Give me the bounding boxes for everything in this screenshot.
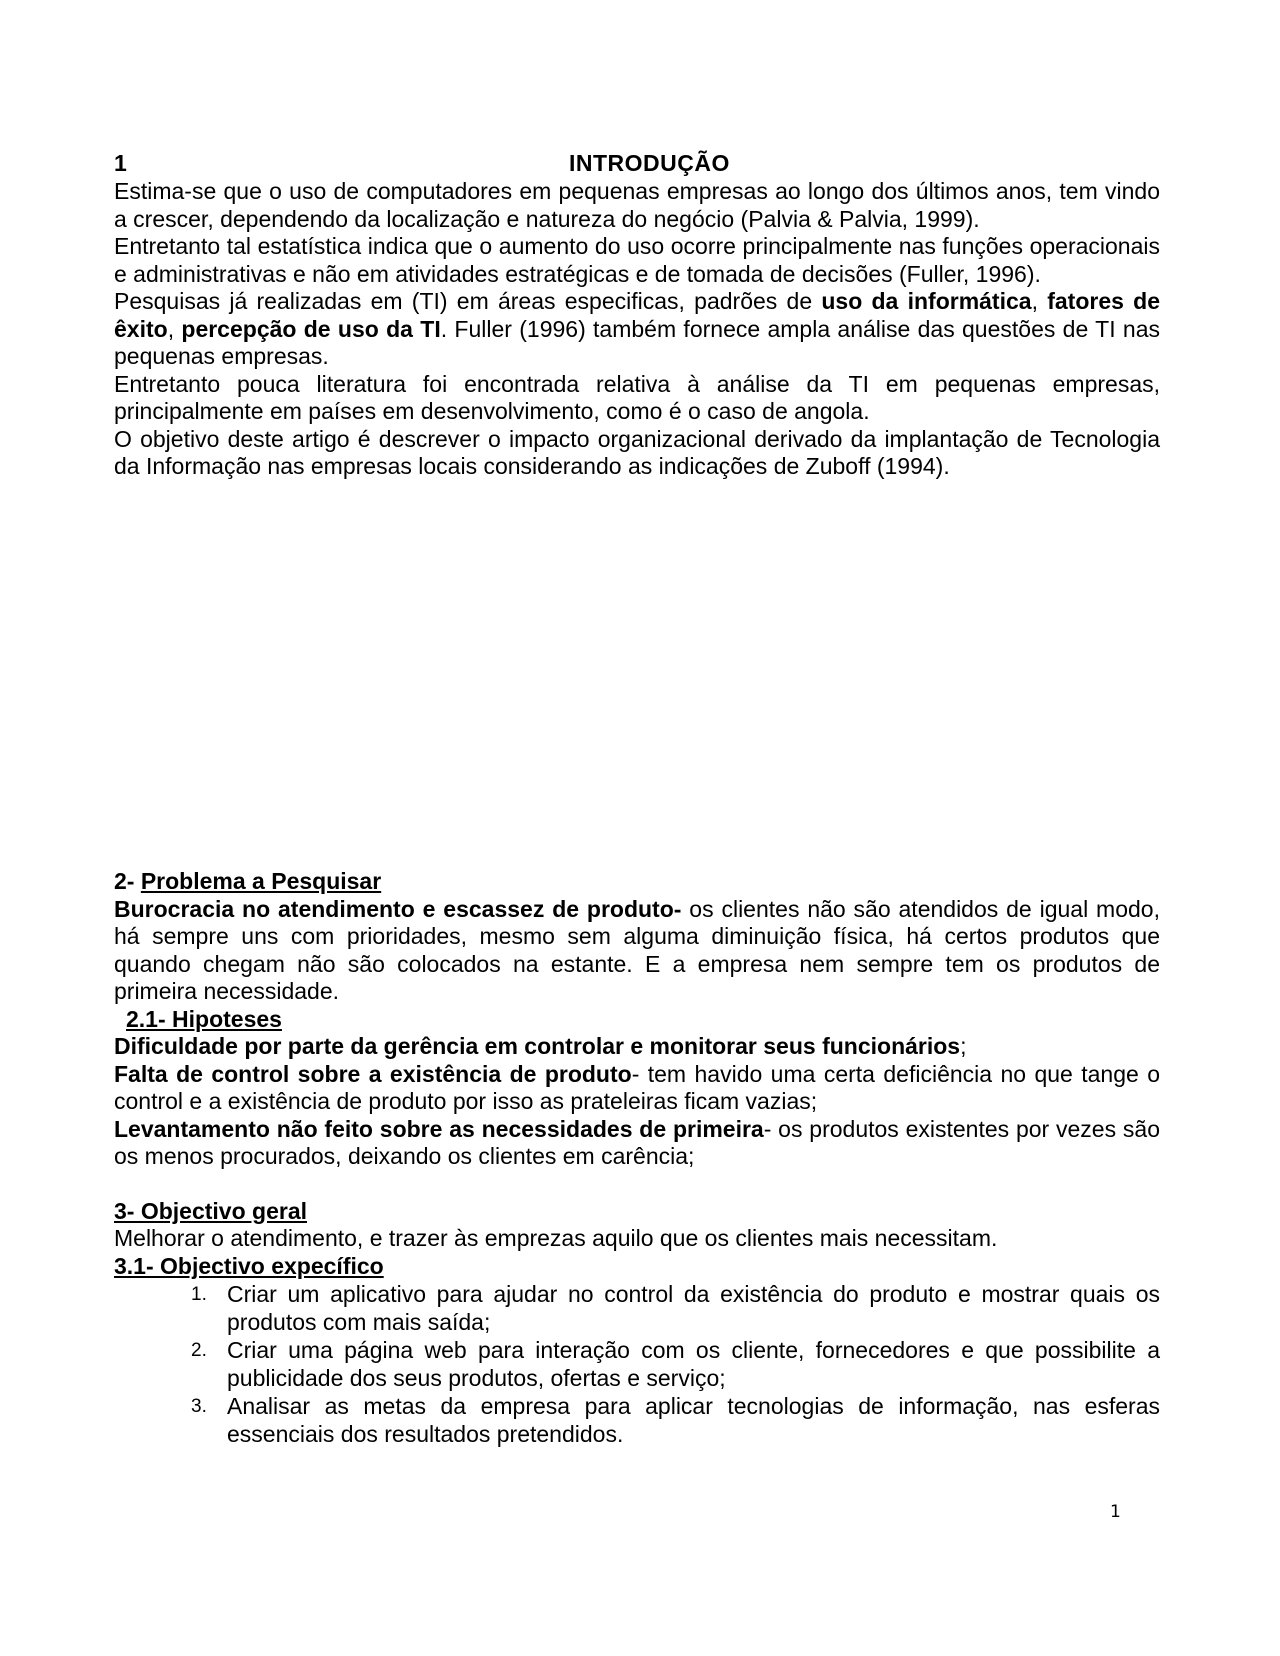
heading-title: Problema a Pesquisar [140, 868, 382, 894]
page-number: 1 [1110, 1502, 1121, 1522]
general-objective-heading [114, 1198, 1160, 1226]
hypothesis-item [114, 1033, 1160, 1061]
bold-lead: Falta de control sobre a existência de produto [114, 1060, 632, 1087]
paragraph: Entretanto tal estatística indica que o aumento do uso ocorre principalmente nas funções operacionais e administrativas e não em atividades estratégicas e de tomada de decisões (Fuller, 1996). [114, 233, 1160, 287]
introduction-heading [114, 150, 1160, 177]
paragraph-text: - tem havido uma certa deficiência no que tange o control e a existência de produto por isso as prateleiras ficam vazias; [114, 1060, 1160, 1114]
sections-body [114, 868, 1160, 1448]
bold-term: uso da informática [821, 288, 1032, 314]
section-number: 1 [114, 150, 127, 176]
list-item [114, 1337, 1160, 1392]
paragraph-text: - os produtos existentes por vezes são os menos procurados, deixando os clientes em carência; [114, 1115, 1160, 1169]
list-number: 3. [191, 1396, 207, 1417]
paragraph [114, 288, 1160, 371]
hypothesis-item [114, 1061, 1160, 1116]
paragraph-text: os clientes não são atendidos de igual modo, há sempre uns com prioridades, mesmo sem alguma diminuição física, há certos produtos que quando chegam não são colocados na estante. E a empresa nem sempre tem os produtos de primeira necessidade. [114, 895, 1160, 1004]
separator: , [1031, 288, 1048, 314]
bold-term: percepção de uso da TI [181, 315, 441, 342]
paragraph-text: Pesquisas já realizadas em (TI) em áreas especificas, padrões de [114, 288, 822, 314]
heading-title: 2.1- Hipoteses [126, 1005, 282, 1032]
list-item [114, 1281, 1160, 1336]
heading-title: 3- Objectivo geral [114, 1197, 308, 1224]
paragraph: Entretanto pouca literatura foi encontrada relativa à análise da TI em pequenas empresas, principalmente em países em desenvolvimento, como é o caso de angola. [114, 370, 1160, 424]
hypotheses-heading [114, 1006, 1160, 1034]
paragraph: Estima-se que o uso de computadores em pequenas empresas ao longo dos últimos anos, tem vindo a crescer, dependendo da localização e natureza do negócio (Palvia & Palvia, 1999). [114, 178, 1160, 232]
list-item-text: Analisar as metas da empresa para aplicar tecnologias de informação, nas esferas essenciais dos resultados pretendidos. [227, 1393, 1160, 1447]
separator: , [167, 315, 182, 342]
introduction-body [114, 178, 1160, 481]
bold-term: fatores de êxito [114, 288, 1160, 342]
bold-lead: Levantamento não feito sobre as necessidades de primeira [114, 1115, 764, 1142]
bold-lead: Dificuldade por parte da gerência em controlar e monitorar seus funcionários [114, 1033, 961, 1059]
paragraph-text: . Fuller (1996) também fornece ampla análise das questões de TI nas pequenas empresas. [114, 315, 1160, 369]
general-objective-text: Melhorar o atendimento, e trazer às emprezas aquilo que os clientes mais necessitam. [114, 1225, 998, 1251]
specific-objective-list [114, 1281, 1160, 1448]
paragraph-text: ; [960, 1033, 967, 1059]
bold-lead: Burocracia no atendimento e escassez de produto- [114, 895, 682, 922]
list-item-text: Criar um aplicativo para ajudar no control da existência do produto e mostrar quais os produtos com mais saída; [227, 1281, 1160, 1335]
heading-title: 3.1- Objectivo expecífico [114, 1252, 384, 1279]
problem-paragraph [114, 896, 1160, 1006]
specific-objective-heading [114, 1253, 1160, 1281]
problem-heading [114, 868, 1160, 896]
hypothesis-item [114, 1116, 1160, 1171]
heading-prefix: 2- [114, 868, 141, 894]
list-item-text: Criar uma página web para interação com os cliente, fornecedores e que possibilite a publicidade dos seus produtos, ofertas e serviço; [227, 1337, 1160, 1391]
list-number: 2. [191, 1340, 207, 1361]
list-number: 1. [191, 1284, 207, 1305]
section-title: INTRODUÇÃO [569, 150, 730, 176]
paragraph: O objetivo deste artigo é descrever o impacto organizacional derivado da implantação de Tecnologia da Informação nas empresas locais considerando as indicações de Zuboff (1994). [114, 425, 1160, 479]
spacer [114, 1171, 1160, 1198]
list-item [114, 1393, 1160, 1448]
